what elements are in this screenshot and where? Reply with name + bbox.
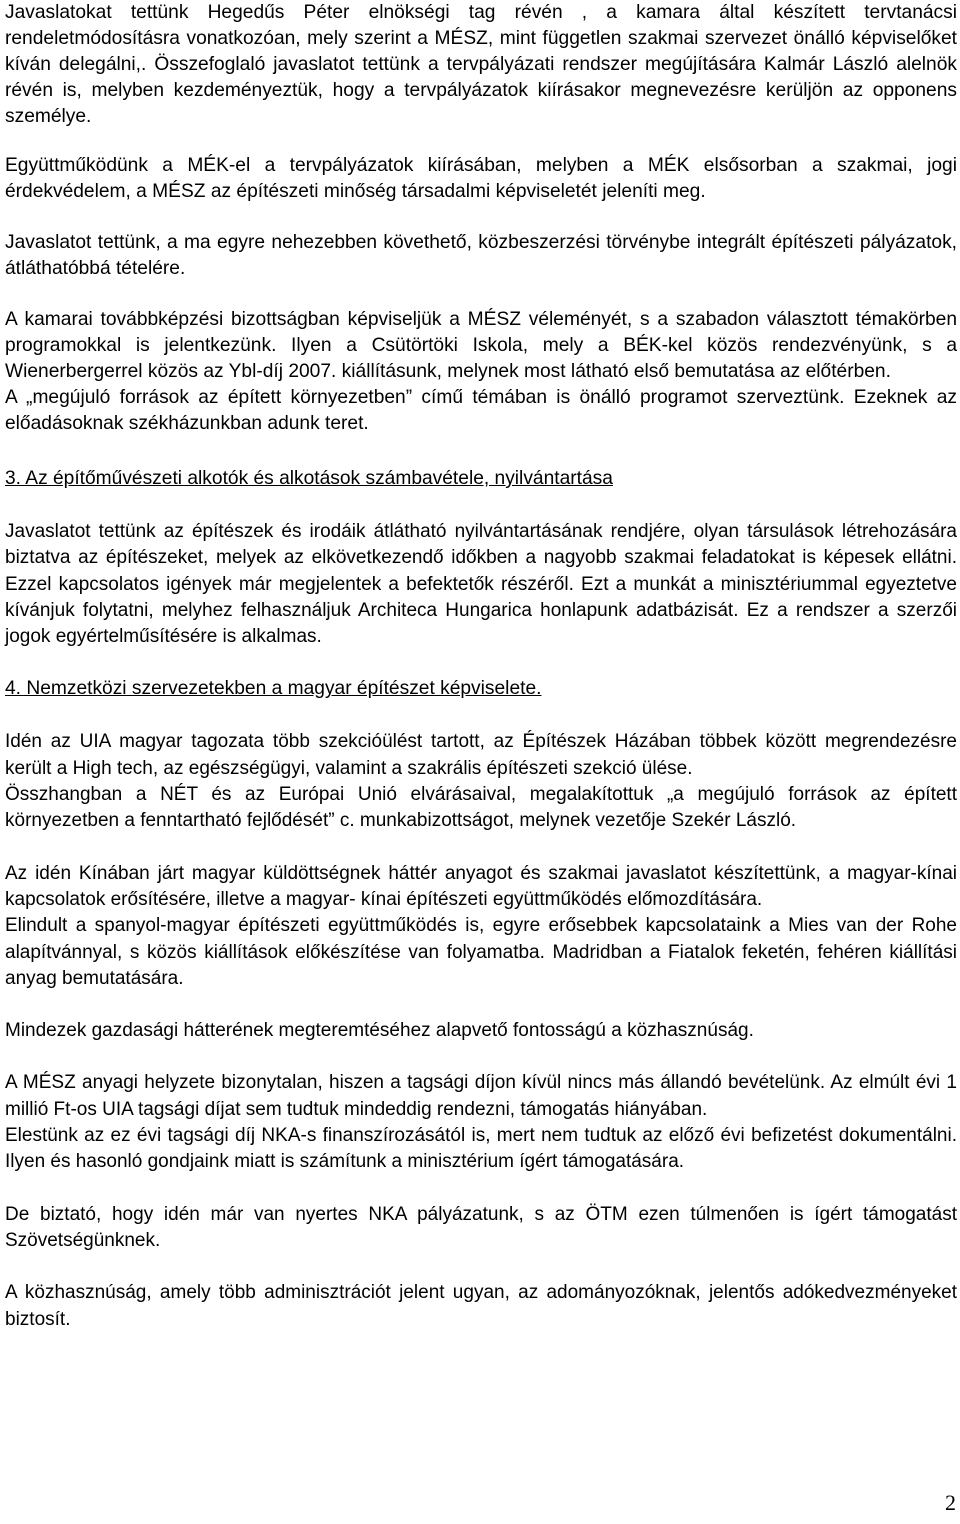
paragraph-anyagi-helyzet: A MÉSZ anyagi helyzete bizonytalan, hiszen a tagsági díjon kívül nincs más állandó bevételünk. Az elmúlt évi 1 millió Ft-os UIA tagsági díjat sem tudtuk mindeddig rendezni, támogatás hiányában. xyxy=(5,1072,957,1120)
paragraph-kozbeszerzes: Javaslatot tettünk, a ma egyre nehezebben követhető, közbeszerzési törvénybe integrált építészeti pályázatok, átláthatóbbá tételére. xyxy=(5,232,957,279)
section-heading-4: 4. Nemzetközi szervezetekben a magyar építészet képviselete. xyxy=(5,678,542,700)
paragraph-uia-szekcio: Idén az UIA magyar tagozata több szekcióülést tartott, az Építészek Házában többek között megrendezésre került a High tech, az egészségügyi, valamint a szakrális építészeti szekció ülése. xyxy=(5,731,957,779)
paragraph-kozhasznusag: Mindezek gazdasági hátterének megteremtéséhez alapvető fontosságú a közhasznúság. xyxy=(5,1020,754,1042)
paragraph-tervtanacs: Javaslatokat tettünk Hegedűs Péter elnökségi tag révén , a kamara által készített tervtanácsi rendeletmódosításra vonatkozóan, mely szerint a MÉSZ, mint független szakmai szervezet önálló képviselőket kíván delegálni,. Összefoglaló javaslatot tettünk a tervpályázati rendszer megújítására Kalmár László alelnök révén is, melyben kezdeményeztük, hogy a tervpályázatok kiírásakor megnevezésre kerüljön az opponens személye. xyxy=(5,2,957,127)
paragraph-nyilvantartas: Javaslatot tettünk az építészek és irodáik átlátható nyilvántartásának rendjére, olyan társulások létrehozására biztatva az építészeket, melyek az elkövetkezendő időkben a nagyobb szakmai feladatokat is képesek ellátni. Ezzel kapcsolatos igények már megjelentek a befektetők részéről. Ezt a munkát a minisztériummal egyeztetve kívánjuk folytatni, melyhez felhasználjuk Architeca Hungarica honlapunk adatbázisát. Ez a rendszer a szerzői jogok egyértelműsítésére is alkalmas. xyxy=(5,521,957,648)
paragraph-megujulo-forrasok: A „megújuló források az épített környezetben” című témában is önálló programot szerveztünk. Ezeknek az előadásoknak székházunkban adunk teret. xyxy=(5,387,957,434)
paragraph-adokedvezmeny: A közhasznúság, amely több adminisztrációt jelent ugyan, az adományozóknak, jelentős adókedvezményeket biztosít. xyxy=(5,1282,957,1330)
paragraph-nka-finanszirozas: Elestünk az ez évi tagsági díj NKA-s finanszírozásától is, mert nem tudtuk az előző évi befizetést dokumentálni. Ilyen és hasonló gondjaink miatt is számítunk a minisztérium ígért támogatására. xyxy=(5,1125,957,1173)
paragraph-nka-palyazat: De biztató, hogy idén már van nyertes NKA pályázatunk, s az ÖTM ezen túlmenően is ígért támogatást Szövetségünknek. xyxy=(5,1203,957,1251)
paragraph-kina: Az idén Kínában járt magyar küldöttségnek háttér anyagot és szakmai javaslatot készítettünk, a magyar-kínai kapcsolatok erősítésére, illetve a magyar- kínai építészeti együttműködés előmozdítására. xyxy=(5,862,957,910)
paragraph-mek-egyuttmukodes: Együttműködünk a MÉK-el a tervpályázatok kiírásában, melyben a MÉK elsősorban a szakmai, jogi érdekvédelem, a MÉSZ az építészeti minőség társadalmi képviseletét jeleníti meg. xyxy=(5,155,957,202)
document-body xyxy=(5,0,957,1333)
paragraph-net-munkabizottsag: Összhangban a NÉT és az Európai Unió elvárásaival, megalakítottuk „a megújuló források az épített környezetben a fenntartható fejlődését” c. munkabizottságot, melynek vezetője Szekér László. xyxy=(5,784,957,832)
section-heading-3: 3. Az építőművészeti alkotók és alkotások számbavétele, nyilvántartása xyxy=(5,468,613,489)
paragraph-tovabbkepzes: A kamarai továbbképzési bizottságban képviseljük a MÉSZ véleményét, s a szabadon választott témakörben programokkal is jelentkezünk. Ilyen a Csütörtöki Iskola, mely a BÉK-kel közös rendezvényünk, s a Wienerbergerrel közös az Ybl-díj 2007. kiállításunk, melynek most látható első bemutatása az előtérben. xyxy=(5,309,957,382)
paragraph-spanyol-magyar: Elindult a spanyol-magyar építészeti együttműködés is, egyre erősebbek kapcsolataink a Mies van der Rohe alapítvánnyal, s közös kiállítások előkészítése van folyamatba. Madridban a Fiatalok feketén, fehéren kiállítási anyag bemutatására. xyxy=(5,915,957,989)
page-number: 2 xyxy=(945,1490,956,1515)
